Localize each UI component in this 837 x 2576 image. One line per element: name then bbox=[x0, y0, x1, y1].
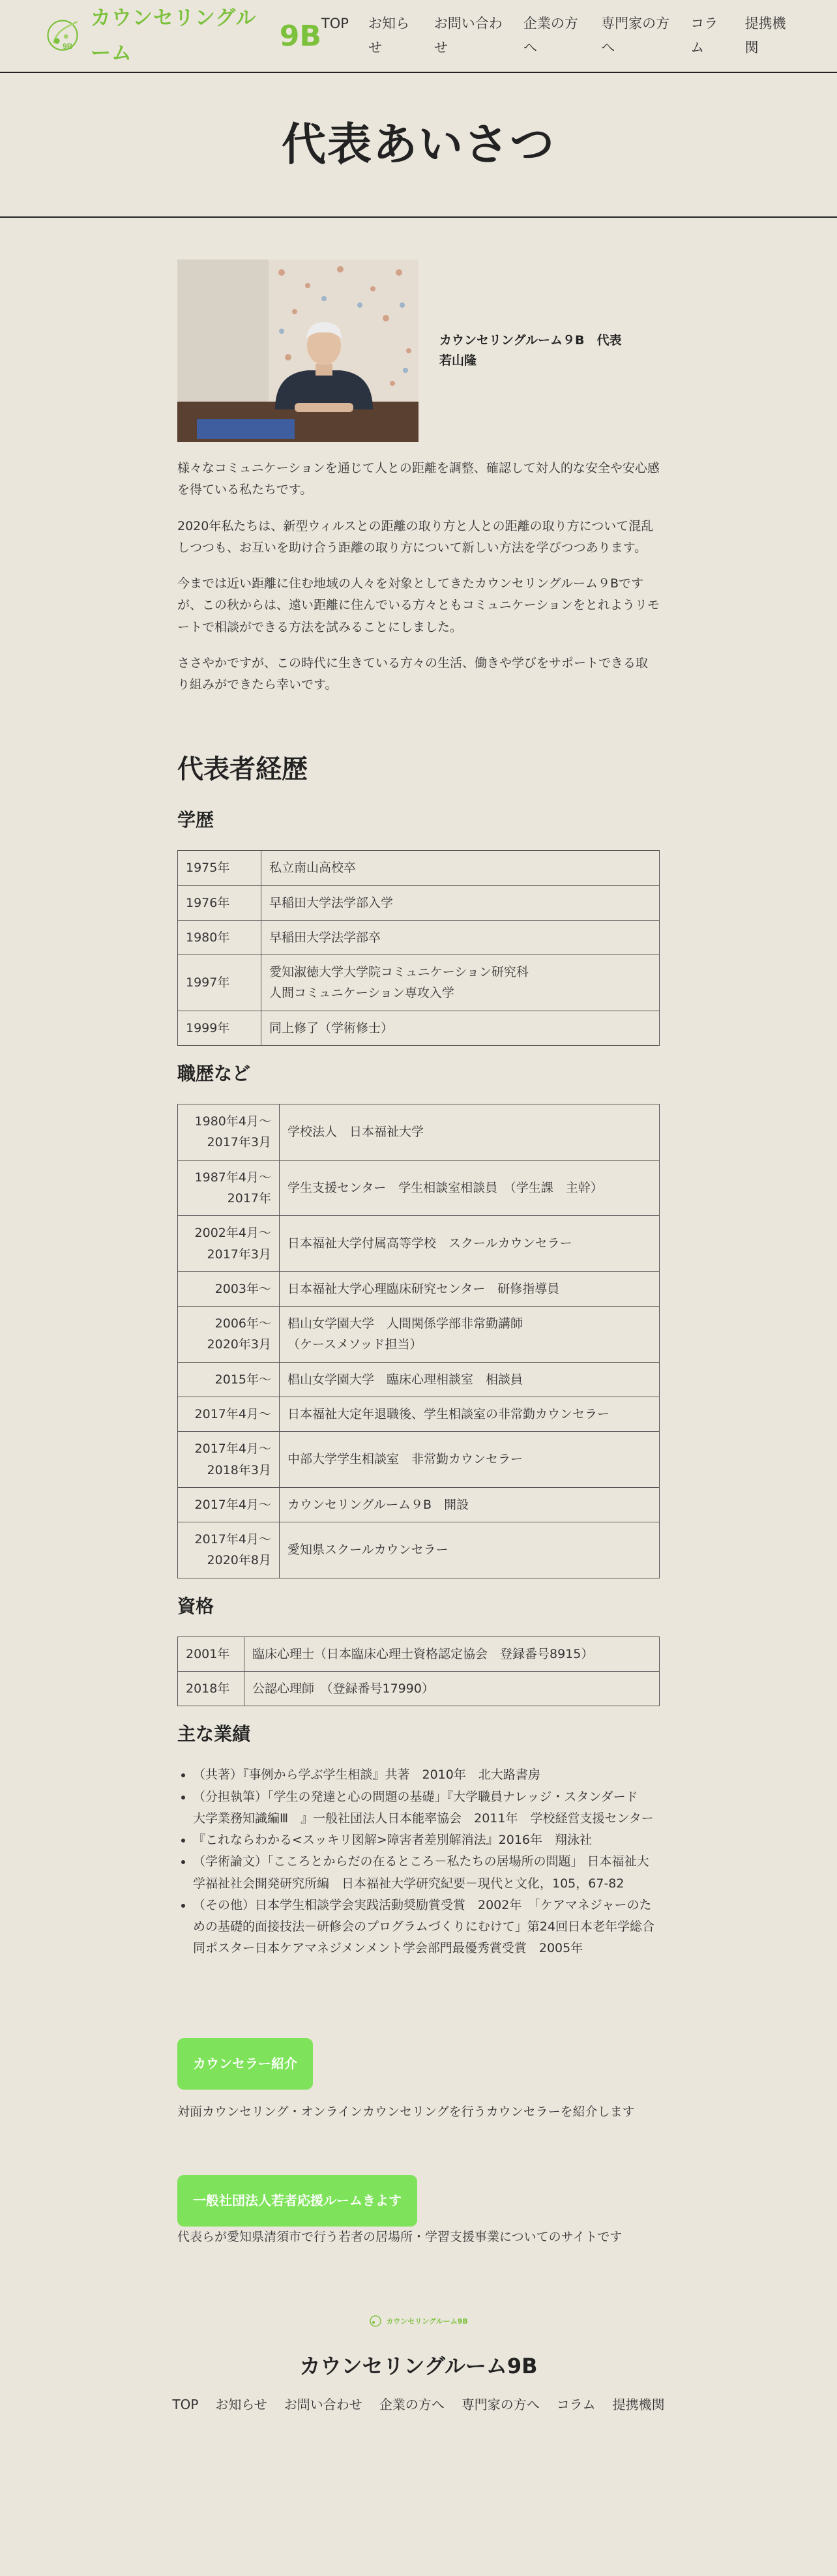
table-row bbox=[178, 885, 660, 920]
detail-cell: 早稲田大学法学部入学 bbox=[261, 885, 660, 920]
works-item: • 『これならわかる<スッキリ図解>障害者差別解消法』2016年 翔泳社 bbox=[193, 1829, 660, 1851]
table-row bbox=[178, 1307, 660, 1363]
footer-logo-text: カウンセリングルーム9B bbox=[386, 2317, 468, 2326]
nav-top[interactable]: TOP bbox=[321, 16, 349, 32]
youth-room-cta-desc: 代表らが愛知県清須市で行う若者の居場所・学習支援事業についてのサイトです bbox=[177, 2229, 623, 2244]
qualifications-table bbox=[177, 1636, 660, 1707]
caption-role: カウンセリングルーム９B 代表 bbox=[439, 333, 622, 348]
year-cell: 1975年 bbox=[178, 851, 261, 885]
footer-logo[interactable] bbox=[369, 2315, 468, 2328]
detail-cell: 私立南山高校卒 bbox=[261, 851, 660, 885]
works-heading: 主な業績 bbox=[177, 1723, 251, 1745]
detail-cell: 愛知県スクールカウンセラー bbox=[280, 1522, 660, 1578]
period-cell: 2002年4月～ 2017年3月 bbox=[178, 1216, 280, 1272]
nav-business[interactable]: 企業の方へ bbox=[523, 16, 578, 55]
career-heading: 代表者経歴 bbox=[177, 754, 308, 785]
period-cell: 2017年4月～ 2018年3月 bbox=[178, 1432, 280, 1488]
detail-cell: 椙山女学園大学 臨床心理相談室 相談員 bbox=[280, 1362, 660, 1397]
profile-caption bbox=[439, 331, 622, 372]
intro-paragraph-2: 2020年私たちは、新型ウィルスとの距離の取り方と人との距離の取り方について混乱しつつも、お互いを助け合う距離の取り方について新しい方法を学びつつあります。 bbox=[177, 518, 654, 555]
detail-cell: 学生支援センター 学生相談室相談員 （学生課 主幹） bbox=[280, 1160, 660, 1216]
table-row bbox=[178, 1216, 660, 1272]
works-item: • （共著）『事例から学ぶ学生相談』共著 2010年 北大路書房 bbox=[193, 1764, 660, 1786]
footer-logo-mark-icon bbox=[369, 2315, 383, 2328]
counselor-cta bbox=[177, 2038, 660, 2123]
nav-partners[interactable]: 提携機関 bbox=[744, 16, 786, 55]
nav-news[interactable]: お知らせ bbox=[368, 16, 409, 55]
detail-cell: 椙山女学園大学 人間関係学部非常勤講師 （ケースメソッド担当） bbox=[280, 1307, 660, 1363]
period-cell: 2006年～ 2020年3月 bbox=[178, 1307, 280, 1363]
intro-paragraph-1: 様々なコミュニケーションを通じて人との距離を調整、確認して対人的な安全や安心感を得ている私たちです。 bbox=[177, 461, 660, 497]
table-row bbox=[178, 1160, 660, 1216]
footer-nav-contact[interactable]: お問い合わせ bbox=[284, 2397, 362, 2413]
footer-nav bbox=[0, 2393, 837, 2416]
intro-paragraph-3: 今までは近い距離に住む地域の人々を対象としてきたカウンセリングルーム９Bですが、この秋からは、遠い距離に住んでいる方々ともコミュニケーションをとれようリモートで相談ができる方法を試みることにしました。 bbox=[177, 576, 660, 634]
counselor-intro-button[interactable]: カウンセラー紹介 bbox=[177, 2038, 313, 2090]
works-item: • （分担執筆）「学生の発達と心の問題の基礎」『大学職員ナレッジ・スタンダード 大学業務知識編Ⅲ 』一般社団法人日本能率協会 2011年 学校経営支援センター bbox=[193, 1786, 660, 1830]
site-header bbox=[0, 0, 837, 73]
year-cell: 1980年 bbox=[178, 920, 261, 955]
works-item: • （その他）日本学生相談学会実践活動奨励賞受賞 2002年 「ケアマネジャーのための基礎的面接技法－研修会のプログラムづくりにむけて」第24回日本老年学総合同ポスター日本ケアマネジメンメント学会部門最優秀賞受賞 2005年 bbox=[193, 1895, 660, 1960]
table-row bbox=[178, 920, 660, 955]
table-row bbox=[178, 1672, 660, 1706]
footer-nav-partners[interactable]: 提携機関 bbox=[612, 2397, 665, 2413]
table-row bbox=[178, 1522, 660, 1578]
nav-professionals[interactable]: 専門家の方へ bbox=[601, 16, 670, 55]
counselor-cta-desc: 対面カウンセリング・オンラインカウンセリングを行うカウンセラーを紹介します bbox=[177, 2104, 635, 2119]
education-heading: 学歴 bbox=[177, 809, 214, 831]
period-cell: 2017年4月～ 2020年8月 bbox=[178, 1522, 280, 1578]
year-cell: 1997年 bbox=[178, 955, 261, 1011]
detail-cell: カウンセリングルーム９B 開設 bbox=[280, 1487, 660, 1522]
education-table bbox=[177, 850, 660, 1046]
table-row bbox=[178, 851, 660, 885]
detail-cell: 日本福祉大定年退職後、学生相談室の非常勤カウンセラー bbox=[280, 1397, 660, 1432]
detail-cell: 臨床心理士（日本臨床心理士資格認定協会 登録番号8915） bbox=[244, 1636, 660, 1671]
detail-cell: 早稲田大学法学部卒 bbox=[261, 920, 660, 955]
detail-cell: 公認心理師 （登録番号17990） bbox=[244, 1672, 660, 1706]
profile-block bbox=[177, 259, 660, 442]
detail-cell: 日本福祉大学付属高等学校 スクールカウンセラー bbox=[280, 1216, 660, 1272]
year-cell: 2001年 bbox=[178, 1636, 244, 1671]
page-hero bbox=[0, 73, 837, 218]
logo-number: 9B bbox=[279, 19, 321, 53]
period-cell: 2017年4月～ bbox=[178, 1397, 280, 1432]
footer-nav-news[interactable]: お知らせ bbox=[215, 2397, 267, 2413]
caption-name: 若山隆 bbox=[439, 353, 477, 368]
global-nav bbox=[321, 12, 791, 60]
main-content bbox=[177, 218, 660, 2248]
works-list bbox=[177, 1764, 660, 1959]
period-cell: 1980年4月～ 2017年3月 bbox=[178, 1104, 280, 1161]
detail-cell: 同上修了（学術修士） bbox=[261, 1011, 660, 1045]
detail-cell: 学校法人 日本福祉大学 bbox=[280, 1104, 660, 1161]
logo-text: カウンセリングルーム bbox=[90, 6, 257, 65]
qualifications-heading: 資格 bbox=[177, 1595, 214, 1617]
jobs-table bbox=[177, 1104, 660, 1578]
period-cell: 1987年4月～ 2017年 bbox=[178, 1160, 280, 1216]
table-row bbox=[178, 1362, 660, 1397]
intro-paragraph-4: ささやかですが、この時代に生きている方々の生活、働きや学びをサポートできる取り組みができたら幸いです。 bbox=[177, 655, 649, 692]
table-row bbox=[178, 955, 660, 1011]
youth-room-cta bbox=[177, 2175, 660, 2248]
site-footer bbox=[0, 2313, 837, 2455]
footer-title: カウンセリングルーム9B bbox=[299, 2354, 538, 2379]
table-row bbox=[178, 1104, 660, 1161]
year-cell: 2018年 bbox=[178, 1672, 244, 1706]
period-cell: 2003年～ bbox=[178, 1271, 280, 1306]
logo-mark-icon bbox=[46, 16, 84, 56]
table-row bbox=[178, 1636, 660, 1671]
footer-nav-column[interactable]: コラム bbox=[556, 2397, 596, 2413]
table-row bbox=[178, 1011, 660, 1045]
footer-nav-top[interactable]: TOP bbox=[172, 2397, 199, 2413]
table-row bbox=[178, 1397, 660, 1432]
site-logo[interactable] bbox=[46, 1, 321, 72]
page-title: 代表あいさつ bbox=[281, 119, 555, 171]
period-cell: 2017年4月～ bbox=[178, 1487, 280, 1522]
footer-nav-professionals[interactable]: 専門家の方へ bbox=[461, 2397, 540, 2413]
year-cell: 1999年 bbox=[178, 1011, 261, 1045]
jobs-heading: 職歴など bbox=[177, 1063, 251, 1085]
table-row bbox=[178, 1271, 660, 1306]
detail-cell: 日本福祉大学心理臨床研究センター 研修指導員 bbox=[280, 1271, 660, 1306]
footer-nav-business[interactable]: 企業の方へ bbox=[379, 2397, 445, 2413]
nav-column[interactable]: コラム bbox=[690, 16, 718, 55]
nav-contact[interactable]: お問い合わせ bbox=[433, 16, 503, 55]
detail-cell: 愛知淑徳大学大学院コミュニケーション研究科 人間コミュニケーション専攻入学 bbox=[261, 955, 660, 1011]
table-row bbox=[178, 1487, 660, 1522]
detail-cell: 中部大学学生相談室 非常勤カウンセラー bbox=[280, 1432, 660, 1488]
svg-text:9B: 9B bbox=[62, 41, 73, 51]
representative-photo bbox=[177, 259, 419, 442]
period-cell: 2015年～ bbox=[178, 1362, 280, 1397]
year-cell: 1976年 bbox=[178, 885, 261, 920]
table-row bbox=[178, 1432, 660, 1488]
works-item: • （学術論文）「こころとからだの在るところ－私たちの居場所の問題」 日本福祉大学福祉社会開発研究所編 日本福祉大学研究紀要－現代と文化，105，67-82 bbox=[193, 1851, 660, 1895]
youth-room-button[interactable]: 一般社団法人若者応援ルームきよす bbox=[177, 2175, 417, 2227]
